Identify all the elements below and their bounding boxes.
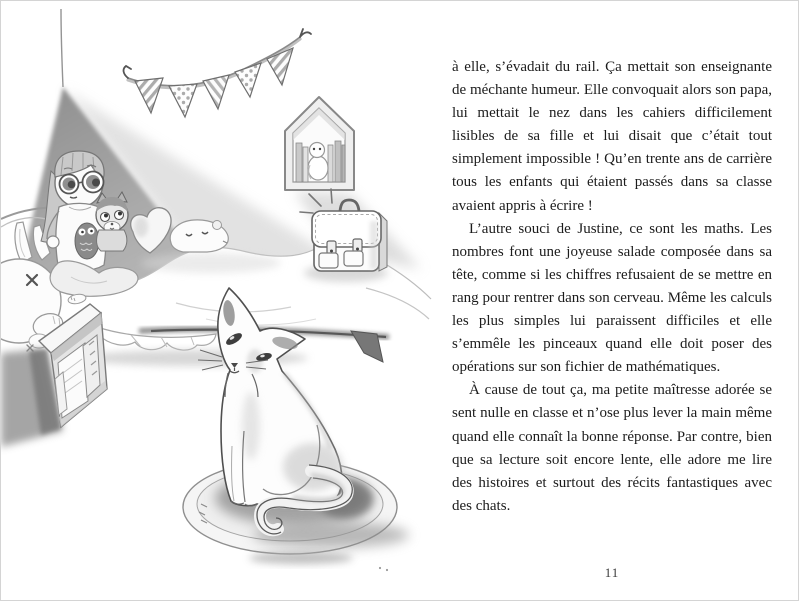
pennant-dotted <box>235 63 261 97</box>
pennant-striped <box>203 75 229 109</box>
bedroom-cat-illustration <box>1 1 441 601</box>
story-paragraph: À cause de tout ça, ma petite maîtresse adorée se sent nulle en classe et n’ose plus lever la main même quand elle connaît la bonne réponse. Par contre, bien que sa lecture soit encore lente, elle adore me lire des histoires et surtout des récits fantastiques avec des chats. <box>452 382 772 514</box>
garland-hook-left <box>124 66 131 78</box>
owl-print <box>75 223 99 259</box>
page-number: 11 <box>604 565 620 580</box>
story-paragraph: L’autre souci de Justine, ce sont les maths. Les nombres font une joyeuse salade composée dans sa tête, comme si les chiffres refusaient de se mettre en rang pour rentrer dans son cerveau. Même les calculs les plus simples lui paraissent difficiles et elle s’emmêle les pinceaux quand elle doit poser des opérations sur son fichier de mathématiques. <box>452 220 772 376</box>
sleeping-plush <box>170 220 228 252</box>
pennant-striped <box>135 78 163 113</box>
pennant-striped <box>267 48 293 85</box>
story-paragraph: à elle, s’évadait du rail. Ça mettait son enseignante de méchante humeur. Elle convoquait alors son papa, lui mettait le nez dans les cahiers difficilement lisibles de sa fille et lui disait que c’était tout simplement impossible ! Qu’en trente ans de carrière tous les enfants qui étaient passés dans sa classe avaient appris à écrire ! <box>452 59 772 214</box>
story-text <box>452 56 772 518</box>
garland-hook-right <box>300 29 311 37</box>
pennant-garland <box>124 29 311 117</box>
illustration-left-page <box>1 1 441 601</box>
house-shelf <box>285 97 354 190</box>
floor-smear-shadow <box>249 552 353 564</box>
pennant-dotted <box>169 84 197 117</box>
cat-plush <box>96 192 128 251</box>
girl-fist <box>47 236 59 248</box>
